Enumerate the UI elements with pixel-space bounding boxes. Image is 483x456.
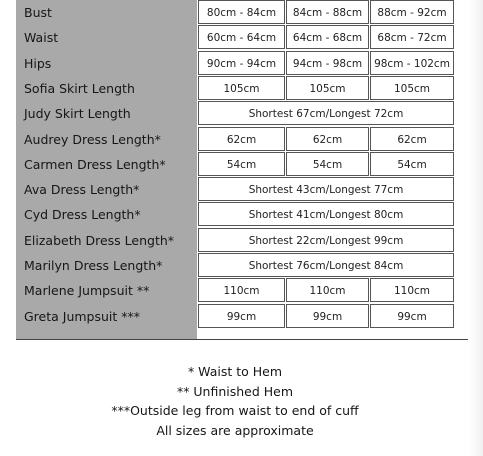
table-row xyxy=(198,101,468,126)
size-cell: 68cm - 72cm xyxy=(370,25,454,49)
size-cell: 94cm - 98cm xyxy=(286,51,369,75)
size-cell: 88cm - 92cm xyxy=(370,0,454,24)
size-values-grid xyxy=(198,0,468,339)
table-row xyxy=(198,127,468,152)
size-cell: 62cm xyxy=(286,127,369,151)
measurement-label: Judy Skirt Length xyxy=(24,106,131,122)
measurement-label: Ava Dress Length* xyxy=(24,182,140,198)
size-cell: 84cm - 88cm xyxy=(286,0,369,24)
size-cell: 62cm xyxy=(370,127,454,151)
size-cell: 90cm - 94cm xyxy=(198,51,285,75)
table-row xyxy=(198,25,468,50)
merged-size-cell: Shortest 67cm/Longest 72cm xyxy=(198,101,454,125)
measurement-label: Audrey Dress Length* xyxy=(24,131,161,147)
table-row xyxy=(198,202,468,227)
table-row xyxy=(198,152,468,177)
footnote: ** Unfinished Hem xyxy=(176,383,294,399)
table-row xyxy=(198,76,468,101)
measurement-label: Sofia Skirt Length xyxy=(24,80,135,96)
merged-size-cell: Shortest 22cm/Longest 99cm xyxy=(198,228,454,252)
size-cell: 110cm xyxy=(286,278,369,302)
footnote: * Waist to Hem xyxy=(187,364,283,379)
table-row xyxy=(198,51,468,76)
size-cell: 99cm xyxy=(286,304,369,328)
size-cell: 99cm xyxy=(370,304,454,328)
size-cell: 62cm xyxy=(198,127,285,151)
table-row xyxy=(198,304,468,329)
footnote: ***Outside leg from waist to end of cuff xyxy=(111,403,359,418)
measurement-label: Hips xyxy=(24,55,52,71)
size-cell: 60cm - 64cm xyxy=(198,25,285,49)
measurement-label: Marlene Jumpsuit ** xyxy=(24,283,150,299)
size-cell: 110cm xyxy=(198,278,285,302)
merged-size-cell: Shortest 43cm/Longest 77cm xyxy=(198,177,454,201)
page-edge-shadow xyxy=(469,0,483,456)
table-row xyxy=(198,177,468,202)
table-row xyxy=(198,0,468,25)
measurement-label: Waist xyxy=(24,30,59,46)
size-cell: 64cm - 68cm xyxy=(286,25,369,49)
measurement-label: Marilyn Dress Length* xyxy=(24,258,163,273)
table-row xyxy=(198,228,468,253)
footnotes xyxy=(0,362,470,440)
size-cell: 105cm xyxy=(198,76,285,100)
measurement-label: Carmen Dress Length* xyxy=(24,156,166,172)
table-row xyxy=(198,253,468,278)
size-cell: 80cm - 84cm xyxy=(198,0,285,24)
footnote: All sizes are approximate xyxy=(156,422,314,438)
size-cell: 105cm xyxy=(286,76,369,100)
measurement-label: Elizabeth Dress Length* xyxy=(24,232,175,248)
merged-size-cell: Shortest 41cm/Longest 80cm xyxy=(198,202,454,226)
measurement-label-column xyxy=(16,0,197,339)
measurement-label: Greta Jumpsuit *** xyxy=(24,308,141,324)
size-cell: 99cm xyxy=(198,304,285,328)
size-cell: 54cm xyxy=(286,152,369,176)
size-cell: 54cm xyxy=(370,152,454,176)
size-cell: 105cm xyxy=(370,76,454,100)
table-row xyxy=(198,278,468,303)
measurement-label: Cyd Dress Length* xyxy=(24,207,141,223)
size-chart xyxy=(16,0,468,340)
merged-size-cell: Shortest 76cm/Longest 84cm xyxy=(198,253,454,277)
measurement-label: Bust xyxy=(24,5,52,20)
size-cell: 98cm - 102cm xyxy=(370,51,454,75)
size-cell: 110cm xyxy=(370,278,454,302)
size-cell: 54cm xyxy=(198,152,285,176)
